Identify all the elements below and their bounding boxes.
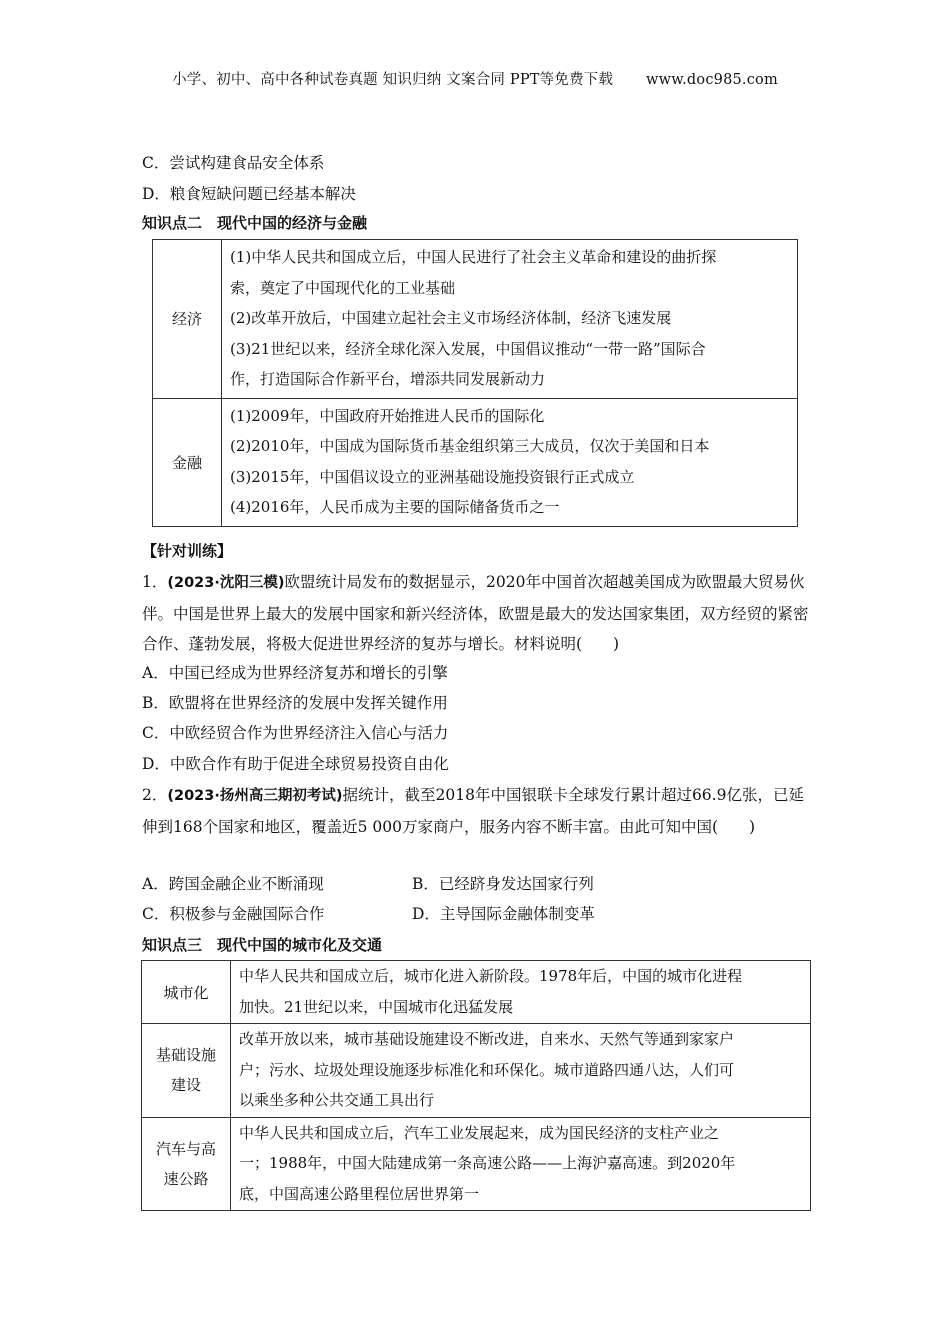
label-line: 速公路 xyxy=(163,1169,209,1188)
header-text: 小学、初中、高中各种试卷真题 知识归纳 文案合同 PPT等免费下载 xyxy=(172,72,614,88)
content-line: 一；1988年，中国大陆建成第一条高速公路——上海沪嘉高速。到2020年 xyxy=(239,1154,736,1172)
section3-title: 知识点三 现代中国的城市化及交通 xyxy=(142,936,383,954)
row-content xyxy=(222,240,798,399)
section2-title: 知识点二 现代中国的经济与金融 xyxy=(142,214,368,232)
content-line: 以乘坐多种公共交通工具出行 xyxy=(239,1091,435,1109)
q1-number: 1． xyxy=(142,573,168,591)
content-line: 底，中国高速公路里程位居世界第一 xyxy=(239,1184,480,1203)
q2-option-b: B．已经跻身发达国家行列 xyxy=(412,875,594,893)
row-content xyxy=(231,961,811,1024)
q1-text: 欧盟统计局发布的数据显示，2020年中国首次超越美国成为欧盟最大贸易伙伴。中国是世界上最大的发展中国家和新兴经济体，欧盟是最大的发达国家集团，双方经贸的紧密合作、蓬勃发展，将极大促进世界经济的复苏与增长。材料说明( ) xyxy=(142,573,809,653)
q2-source: (2023·扬州高三期初考试) xyxy=(167,788,343,804)
row-content xyxy=(231,1117,811,1211)
prev-option-c: C．尝试构建食品安全体系 xyxy=(142,154,325,172)
content-line: (4)2016年，人民币成为主要的国际储备货币之一 xyxy=(230,498,560,516)
row-label xyxy=(142,1117,231,1211)
content-line: (2)改革开放后，中国建立起社会主义市场经济体制，经济飞速发展 xyxy=(230,309,672,327)
label-line: 建设 xyxy=(170,1076,201,1095)
section3-table xyxy=(141,960,811,1211)
row-content xyxy=(222,398,798,526)
page-header xyxy=(0,68,950,89)
content-line: 作，打造国际合作新平台，增添共同发展新动力 xyxy=(230,370,546,388)
q1-option-b: B．欧盟将在世界经济的发展中发挥关键作用 xyxy=(142,694,448,712)
q1-option-d: D．中欧合作有助于促进全球贸易投资自由化 xyxy=(142,755,449,773)
content-line: 改革开放以来，城市基础设施建设不断改进，自来水、天然气等通到家家户 xyxy=(239,1030,735,1048)
q2-option-a: A．跨国金融企业不断涌现 xyxy=(142,875,324,893)
label-line: 汽车与高 xyxy=(155,1139,216,1158)
q2-option-c: C．积极参与金融国际合作 xyxy=(142,905,325,923)
prev-option-d: D．粮食短缺问题已经基本解决 xyxy=(142,185,356,203)
table-row xyxy=(142,1024,811,1118)
row-content xyxy=(231,1024,811,1118)
content-line: 中华人民共和国成立后，汽车工业发展起来，成为国民经济的支柱产业之 xyxy=(239,1123,720,1142)
row-label: 经济 xyxy=(153,240,222,399)
label-line: 基础设施 xyxy=(155,1046,216,1065)
q1-option-a: A．中国已经成为世界经济复苏和增长的引擎 xyxy=(142,664,448,682)
table-row xyxy=(153,398,798,526)
content-line: (3)21世纪以来，经济全球化深入发展，中国倡议推动“一带一路”国际合 xyxy=(230,339,706,358)
table-row xyxy=(142,1117,811,1211)
training-title: 【针对训练】 xyxy=(142,542,233,560)
content-line: (1)2009年，中国政府开始推进人民币的国际化 xyxy=(230,406,545,425)
content-line: 加快。21世纪以来，中国城市化迅猛发展 xyxy=(239,997,514,1016)
q2-text: 据统计，截至2018年中国银联卡全球发行累计超过66.9亿张，已延伸到168个国家和地区，覆盖近5 000万家商户，服务内容不断丰富。由此可知中国( ) xyxy=(142,786,804,836)
q2-option-d: D．主导国际金融体制变革 xyxy=(412,905,595,923)
question-2 xyxy=(142,780,814,842)
content-line: 户；污水、垃圾处理设施逐步标准化和环保化。城市道路四通八达，人们可 xyxy=(239,1060,735,1079)
row-label: 金融 xyxy=(153,398,222,526)
content-line: (2)2010年，中国成为国际货币基金组织第三大成员，仅次于美国和日本 xyxy=(230,437,710,455)
content-line: 中华人民共和国成立后，城市化进入新阶段。1978年后，中国的城市化进程 xyxy=(239,967,743,985)
content-line: 索，奠定了中国现代化的工业基础 xyxy=(230,278,456,297)
row-label xyxy=(142,961,231,1024)
content-line: (3)2015年，中国倡议设立的亚洲基础设施投资银行正式成立 xyxy=(230,467,635,486)
row-label xyxy=(142,1024,231,1118)
table-row xyxy=(142,961,811,1024)
q1-option-c: C．中欧经贸合作为世界经济注入信心与活力 xyxy=(142,724,449,742)
label-line: 城市化 xyxy=(163,983,209,1002)
header-site-link[interactable]: www.doc985.com xyxy=(645,72,778,88)
question-1 xyxy=(142,567,814,660)
section2-table xyxy=(152,239,798,527)
table-row xyxy=(153,240,798,399)
content-line: (1)中华人民共和国成立后，中国人民进行了社会主义革命和建设的曲折探 xyxy=(230,248,717,266)
q2-number: 2． xyxy=(142,786,168,804)
q1-source: (2023·沈阳三模) xyxy=(167,575,285,591)
